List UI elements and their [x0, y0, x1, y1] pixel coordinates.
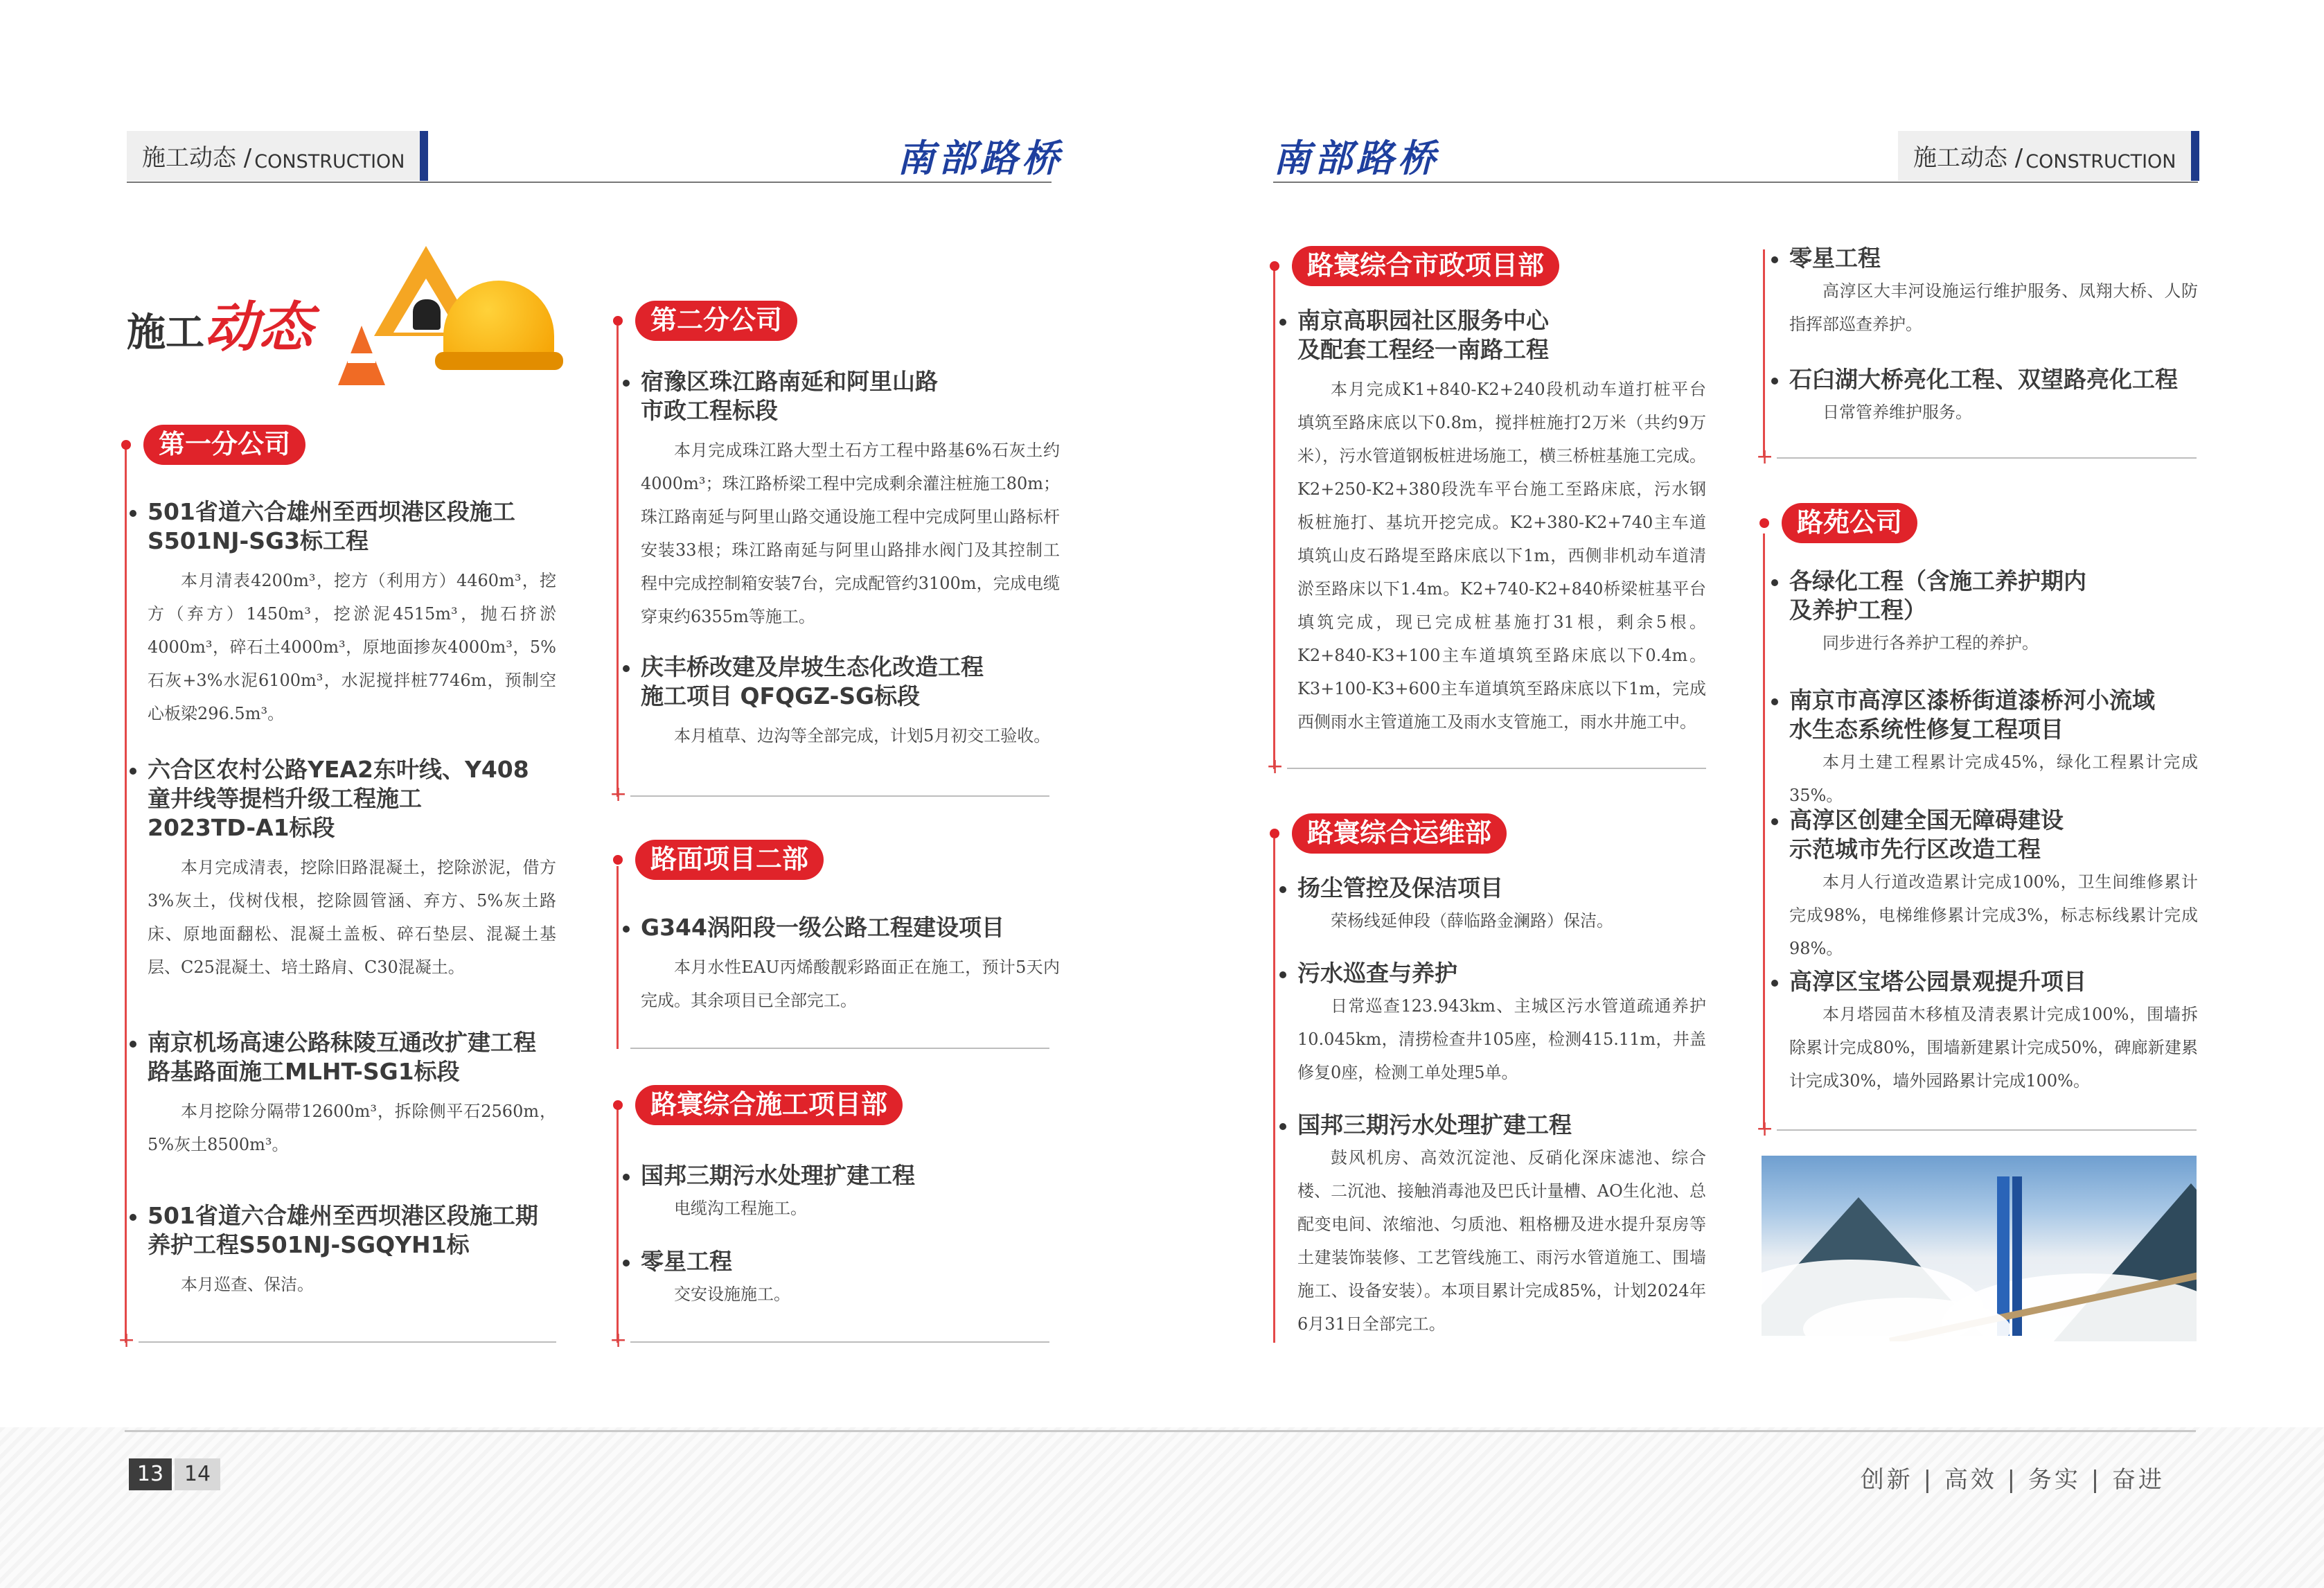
- footer-divider: [125, 1430, 2196, 1432]
- item-bullet: [1771, 256, 1778, 263]
- item-bullet: [1771, 698, 1778, 705]
- project-item: [1789, 244, 2198, 341]
- footer-background: [0, 1427, 2324, 1588]
- project-item: [1789, 686, 2198, 812]
- footer-slogan: 创新 | 高效 | 务实 | 奋进: [1860, 1466, 2165, 1494]
- project-item: [1297, 1111, 1706, 1341]
- column-4-timeline-a: [1763, 249, 1765, 457]
- item-body: 日常管养维护服务。: [1822, 403, 1972, 422]
- brand-logo-right: 南部路桥: [1273, 136, 1439, 180]
- item-bullet: [130, 1214, 136, 1221]
- traffic-cone-stripe: [348, 353, 375, 363]
- brand-logo-left: 南部路桥: [897, 136, 1063, 180]
- item-body: 本月清表4200m³，挖方（利用方）4460m³，挖方（弃方）1450m³，挖淤泥4515m³，抛石挤淤4000m³，碎石土4000m³，原地面掺灰4000m³，5%石灰+3%水泥6100m³，水泥搅拌桩7746m，预制空心板梁296.5m³。: [148, 571, 556, 723]
- section-header-col3-b: [1270, 813, 1507, 854]
- plus-mark: +: [610, 1328, 628, 1352]
- page-title-part-b: 动态: [204, 296, 313, 359]
- column-2-timeline-a: [617, 326, 619, 797]
- section-dot: [613, 1100, 623, 1110]
- item-title: 南京高职园社区服务中心 及配套工程经一南路工程: [1297, 307, 1549, 363]
- column-1-timeline: [125, 443, 127, 1343]
- project-item: [641, 1247, 1060, 1311]
- project-item: [1789, 365, 2198, 429]
- column-3-timeline-b: [1273, 838, 1275, 1343]
- item-body: 本月水性EAU丙烯酸靓彩路面正在施工，预计5天内完成。其余项目已全部完工。: [641, 958, 1060, 1010]
- project-item: [641, 367, 1060, 633]
- hard-hat-brim: [435, 352, 563, 370]
- column-2-rule-b: [630, 1048, 1049, 1049]
- item-bullet: [1771, 818, 1778, 825]
- item-body: 本月植草、边沟等全部完成，计划5月初交工验收。: [674, 726, 1051, 746]
- item-bullet: [623, 1260, 630, 1267]
- project-item: [641, 913, 1060, 1017]
- section-header-col4-b: [1759, 503, 1917, 543]
- plus-mark: +: [118, 1328, 136, 1352]
- item-bullet: [1279, 886, 1286, 893]
- item-body: 本月完成K1+840-K2+240段机动车道打桩平台填筑至路床底以下0.8m，搅拌桩施打2万米（共约9万米），污水管道钢板桩进场施工，横三桥桩基施工完成。K2+250-K2+380段洗车平台施工至路床底，污水钢板桩施打、基坑开挖完成。K2+380-K2+740主车道填筑山皮石路堤至路床底以下1m，西侧非机动车道清淤至路床以下1.4m。K2+740-K2+840桥梁桩基平台填筑完成，现已完成桩基施打31根，剩余5根。K2+840-K3+100主车道填筑至路床底以下0.4m。K3+100-K3+600主车道填筑至路床底以下1m，完成西侧雨水主管道施工及雨水支管施工，雨水井施工中。: [1297, 380, 1706, 732]
- item-bullet: [623, 380, 630, 387]
- item-body: 本月巡查、保洁。: [181, 1275, 314, 1294]
- item-title: 污水巡查与养护: [1297, 960, 1457, 987]
- page-title: [127, 284, 312, 362]
- project-item: [1297, 959, 1706, 1089]
- worker-icon: [413, 299, 441, 330]
- item-body: 本月塔园苗木移植及清表累计完成100%，围墙拆除累计完成80%，围墙新建累计完成50%，碑廊新建累计完成30%，墙外园路累计完成100%。: [1789, 1005, 2198, 1091]
- item-body: 本月人行道改造累计完成100%，卫生间维修累计完成98%，电梯维修累计完成3%，标志标线累计完成98%。: [1789, 872, 2198, 958]
- item-title: 高淳区宝塔公园景观提升项目: [1789, 968, 2086, 995]
- item-bullet: [1771, 378, 1778, 385]
- section-pill: 第二分公司: [635, 301, 797, 341]
- item-body: 荣杨线延伸段（薛临路金澜路）保洁。: [1331, 911, 1613, 930]
- item-title: 国邦三期污水处理扩建工程: [641, 1162, 915, 1189]
- column-4-rule-b: [1777, 1129, 2197, 1131]
- item-bullet: [623, 1174, 630, 1181]
- column-2-timeline-b: [617, 866, 619, 1049]
- item-title: 南京机场高速公路秣陵互通改扩建工程 路基路面施工MLHT-SG1标段: [148, 1029, 536, 1085]
- item-bullet: [130, 768, 136, 775]
- item-bullet: [1771, 579, 1778, 586]
- column-4-rule-a: [1777, 457, 2197, 459]
- plus-mark: +: [1266, 755, 1284, 779]
- item-bullet: [1279, 319, 1286, 326]
- item-body: 日常巡查123.943km、主城区污水管道疏通养护10.045km，清捞检查井105座，检测415.11m，井盖修复0座，检测工单处理5单。: [1297, 996, 1706, 1082]
- project-item: [1297, 306, 1706, 739]
- item-title: 零星工程: [1789, 245, 1881, 272]
- header-rule-right: [1273, 182, 2198, 183]
- section-pill: 路面项目二部: [635, 840, 824, 880]
- item-bullet: [1771, 980, 1778, 987]
- section-header-col3-a: [1270, 246, 1559, 286]
- project-item: [1789, 567, 2198, 660]
- section-header-col2-c: [613, 1085, 903, 1125]
- item-body: 鼓风机房、高效沉淀池、反硝化深床滤池、综合楼、二沉池、接触消毒池及巴氏计量槽、AO生化池、总配变电间、浓缩池、匀质池、粗格栅及进水提升泵房等土建装饰装修、工艺管线施工、雨污水管道施工、围墙施工、设备安装）。本项目累计完成85%，计划2024年6月31日全部完工。: [1297, 1148, 1706, 1334]
- item-title: 各绿化工程（含施工养护期内 及养护工程）: [1789, 567, 2086, 624]
- project-item: [148, 1201, 556, 1301]
- item-body: 本月土建工程累计完成45%，绿化工程累计完成35%。: [1789, 752, 2198, 805]
- section-dot: [1270, 829, 1279, 838]
- item-title: 扬尘管控及保洁项目: [1297, 874, 1503, 901]
- item-bullet: [623, 926, 630, 933]
- section-dot: [613, 316, 623, 326]
- item-bullet: [130, 510, 136, 517]
- section-dot: [1759, 518, 1769, 528]
- column-3-timeline-a: [1273, 270, 1275, 769]
- item-bullet: [1279, 971, 1286, 978]
- item-title: 庆丰桥改建及岸坡生态化改造工程 施工项目 QFQGZ-SG标段: [641, 653, 984, 709]
- project-item: [148, 755, 556, 984]
- item-bullet: [130, 1041, 136, 1048]
- column-1-bottom-rule: [139, 1341, 556, 1343]
- item-body: 同步进行各养护工程的养护。: [1822, 633, 2039, 653]
- column-3-rule-a: [1287, 768, 1706, 769]
- section-pill: 路苑公司: [1782, 503, 1917, 543]
- section-tab-cn: 施工动态 /: [142, 144, 252, 172]
- item-title: 南京市高淳区漆桥街道漆桥河小流域 水生态系统性修复工程项目: [1789, 687, 2155, 743]
- section-pill: 第一分公司: [143, 425, 305, 465]
- section-pill: 路寰综合施工项目部: [635, 1085, 903, 1125]
- column-4-timeline-b: [1763, 533, 1765, 1129]
- page-title-part-a: 施工: [127, 310, 204, 355]
- item-title: 石臼湖大桥亮化工程、双望路亮化工程: [1789, 366, 2178, 393]
- item-title: 国邦三期污水处理扩建工程: [1297, 1111, 1572, 1138]
- project-item: [1297, 874, 1706, 937]
- section-tab-cn: 施工动态 /: [1913, 144, 2023, 172]
- bridge-photo: [1762, 1156, 2197, 1341]
- section-dot: [1270, 261, 1279, 271]
- item-body: 本月挖除分隔带12600m³，拆除侧平石2560m，5%灰土8500m³。: [148, 1102, 556, 1154]
- section-dot: [121, 440, 131, 450]
- item-body: 本月完成清表，挖除旧路混凝土，挖除淤泥，借方3%灰土，伐树伐根，挖除圆管涵、弃方、5%灰土路床、原地面翻松、混凝土盖板、碎石垫层、混凝土基层、C25混凝土、培土路肩、C30混凝土。: [148, 858, 556, 977]
- section-tab-en: CONSTRUCTION: [2025, 151, 2176, 173]
- item-body: 高淳区大丰河设施运行维护服务、凤翔大桥、人防指挥部巡查养护。: [1789, 281, 2198, 334]
- item-title: 501省道六合雄州至西坝港区段施工 S501NJ-SG3标工程: [148, 498, 515, 554]
- column-2-rule-c: [630, 1341, 1049, 1343]
- item-bullet: [1279, 1123, 1286, 1130]
- project-item: [1789, 806, 2198, 965]
- project-item: [1789, 967, 2198, 1097]
- item-body: 交安设施施工。: [674, 1285, 790, 1304]
- project-item: [641, 653, 1060, 752]
- section-tab-right: [1898, 131, 2199, 181]
- section-header-col1: [121, 425, 305, 465]
- plus-mark: +: [1756, 1117, 1774, 1141]
- project-item: [148, 1028, 556, 1161]
- page-number-left: 13: [129, 1458, 172, 1490]
- section-header-col2-a: [613, 301, 797, 341]
- plus-mark: +: [1756, 445, 1774, 469]
- item-body: 电缆沟工程施工。: [674, 1199, 807, 1218]
- item-title: 六合区农村公路YEA2东叶线、Y408 童井线等提档升级工程施工 2023TD-A1标段: [148, 756, 529, 841]
- item-title: 零星工程: [641, 1248, 732, 1275]
- item-body: 本月完成珠江路大型土石方工程中路基6%石灰土约4000m³；珠江路桥梁工程中完成剩余灌注桩施工80m；珠江路南延与阿里山路交通设施工程中完成阿里山路标杆安装33根；珠江路南延与阿里山路排水阀门及其控制工程中完成控制箱安装7台，完成配管约3100m，完成电缆穿束约6355m等施工。: [641, 441, 1060, 626]
- project-item: [641, 1161, 1060, 1225]
- column-2-timeline-c: [617, 1109, 619, 1343]
- section-pill: 路寰综合市政项目部: [1292, 246, 1559, 286]
- project-item: [148, 497, 556, 730]
- item-title: 宿豫区珠江路南延和阿里山路 市政工程标段: [641, 368, 938, 424]
- item-title: 501省道六合雄州至西坝港区段施工期 养护工程S501NJ-SGQYH1标: [148, 1202, 538, 1258]
- section-pill: 路寰综合运维部: [1292, 813, 1507, 854]
- column-2-rule-a: [630, 795, 1049, 797]
- section-dot: [613, 855, 623, 865]
- page-number-right: 14: [175, 1458, 220, 1490]
- item-title: G344涡阳段一级公路工程建设项目: [641, 914, 1004, 941]
- item-title: 高淳区创建全国无障碍建设 示范城市先行区改造工程: [1789, 806, 2064, 863]
- plus-mark: +: [610, 782, 628, 806]
- section-tab-en: CONSTRUCTION: [254, 151, 405, 173]
- item-bullet: [623, 665, 630, 672]
- section-header-col2-b: [613, 840, 824, 880]
- section-tab-left: [127, 131, 428, 181]
